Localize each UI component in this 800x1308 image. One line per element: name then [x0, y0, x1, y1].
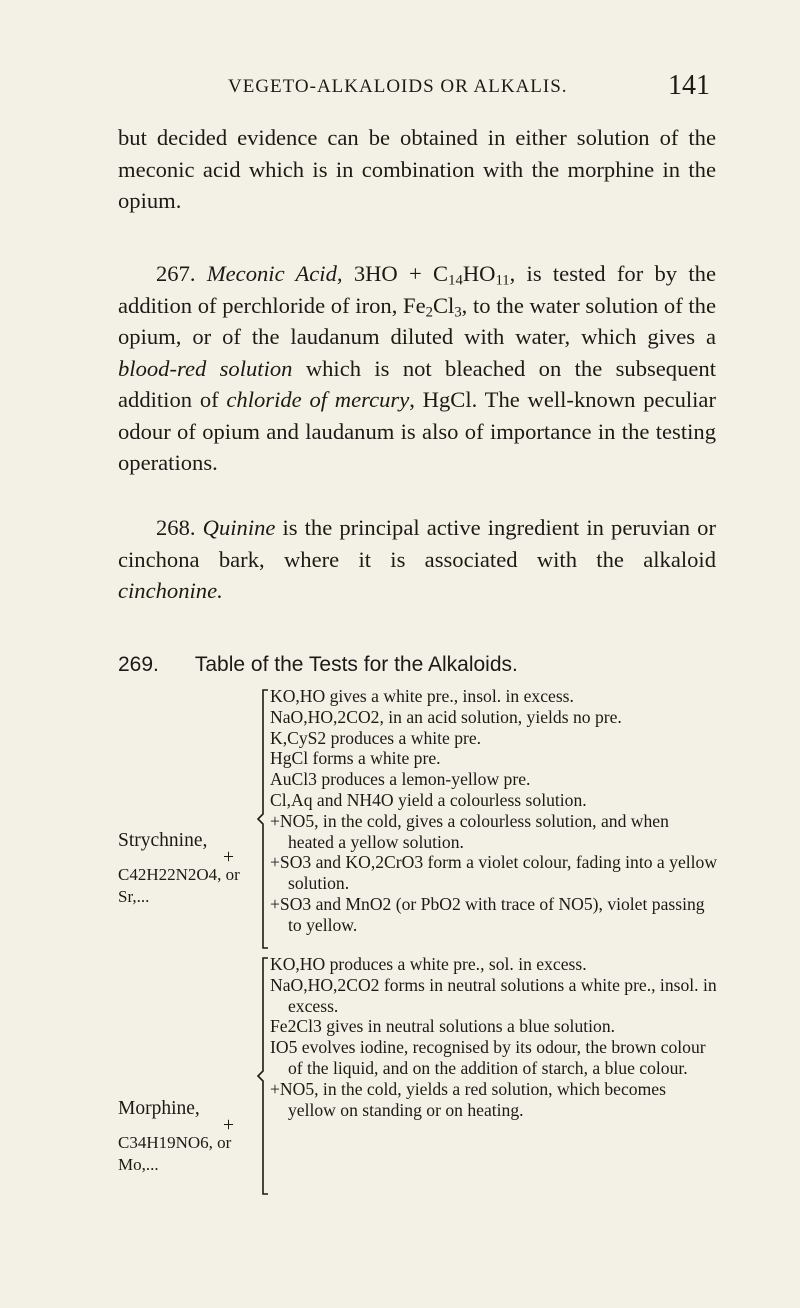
- test-item: +NO5, in the cold, yields a red solution, which becomes yellow on standing or on heating.: [270, 1078, 666, 1120]
- morphine-tests: [270, 954, 718, 1120]
- plus-sign: +: [223, 847, 234, 868]
- table-heading: [118, 653, 718, 677]
- section-title: Meconic Acid,: [206, 261, 343, 286]
- morphine-label: [118, 1098, 262, 1176]
- test-item: KO,HO produces a white pre., sol. in excess.: [270, 954, 587, 974]
- page-header: [0, 70, 800, 106]
- paragraph-268: 268. Quinine is the principal active ingredient in peruvian or cinchona bark, where it is associated with the alkaloid cinchonine.: [118, 515, 716, 603]
- strychnine-label: [118, 830, 262, 908]
- test-item: K,CyS2 produces a white pre.: [270, 727, 482, 748]
- table-title: Table of the Tests for the Alkaloids.: [194, 653, 518, 676]
- section-number: 267.: [156, 261, 196, 286]
- table-number: 269.: [118, 653, 159, 676]
- running-head: VEGETO-ALKALOIDS OR ALKALIS.: [228, 76, 568, 97]
- strychnine-tests: [270, 686, 718, 936]
- test-item: Cl,Aq and NH4O yield a colourless solution.: [270, 789, 587, 810]
- plus-sign: +: [223, 1115, 234, 1136]
- paragraph-continuation: but decided evidence can be obtained in either solution of the meconic acid which is in combination with the morphine in the opium.: [118, 125, 716, 213]
- test-item: +SO3 and KO,2CrO3 form a violet colour, fading into a yellow solution.: [270, 852, 718, 894]
- page-number: 141: [668, 70, 710, 101]
- test-item: KO,HO gives a white pre., insol. in excess.: [270, 686, 574, 706]
- test-item: IO5 evolves iodine, recognised by its odour, the brown colour of the liquid, and on the addition of starch, a blue colour.: [270, 1037, 706, 1078]
- alkaloid-name: Strychnine,: [118, 830, 208, 851]
- test-item: +SO3 and MnO2 (or PbO2 with trace of NO5), violet passing to yellow.: [270, 893, 705, 935]
- test-item: Fe2Cl3 gives in neutral solutions a blue solution.: [270, 1016, 616, 1037]
- test-item: AuCl3 produces a lemon-yellow pre.: [270, 769, 531, 790]
- test-item: NaO,HO,2CO2, in an acid solution, yields no pre.: [270, 706, 622, 727]
- test-item: HgCl forms a white pre.: [270, 748, 441, 769]
- alkaloid-formula: C42H22N2O4, or Sr,...: [118, 865, 240, 906]
- section-number: 268.: [156, 515, 196, 540]
- alkaloid-name: Morphine,: [118, 1098, 200, 1119]
- alkaloid-formula: C34H19NO6, or Mo,...: [118, 1133, 232, 1174]
- strychnine-brace: [256, 688, 270, 950]
- test-item: +NO5, in the cold, gives a colourless solution, and when heated a yellow solution.: [270, 810, 669, 852]
- paragraph-267: 267. Meconic Acid, $3HO + C_{14}HO_{11}$, is tested for by the addition of perchloride of iron, $Fe_2Cl_3$, to the water solution of the opium, or of the laudanum diluted with water, which gives a blood-red solution which is not bleached on the subsequent addition of chloride of mercury, HgCl. The well-known peculiar odour of opium and laudanum is also of importance in the testing operations.: [118, 261, 717, 475]
- section-title: Quinine: [202, 515, 276, 540]
- test-item: NaO,HO,2CO2 forms in neutral solutions a white pre., insol. in excess.: [270, 974, 717, 1016]
- morphine-brace: [256, 956, 270, 1196]
